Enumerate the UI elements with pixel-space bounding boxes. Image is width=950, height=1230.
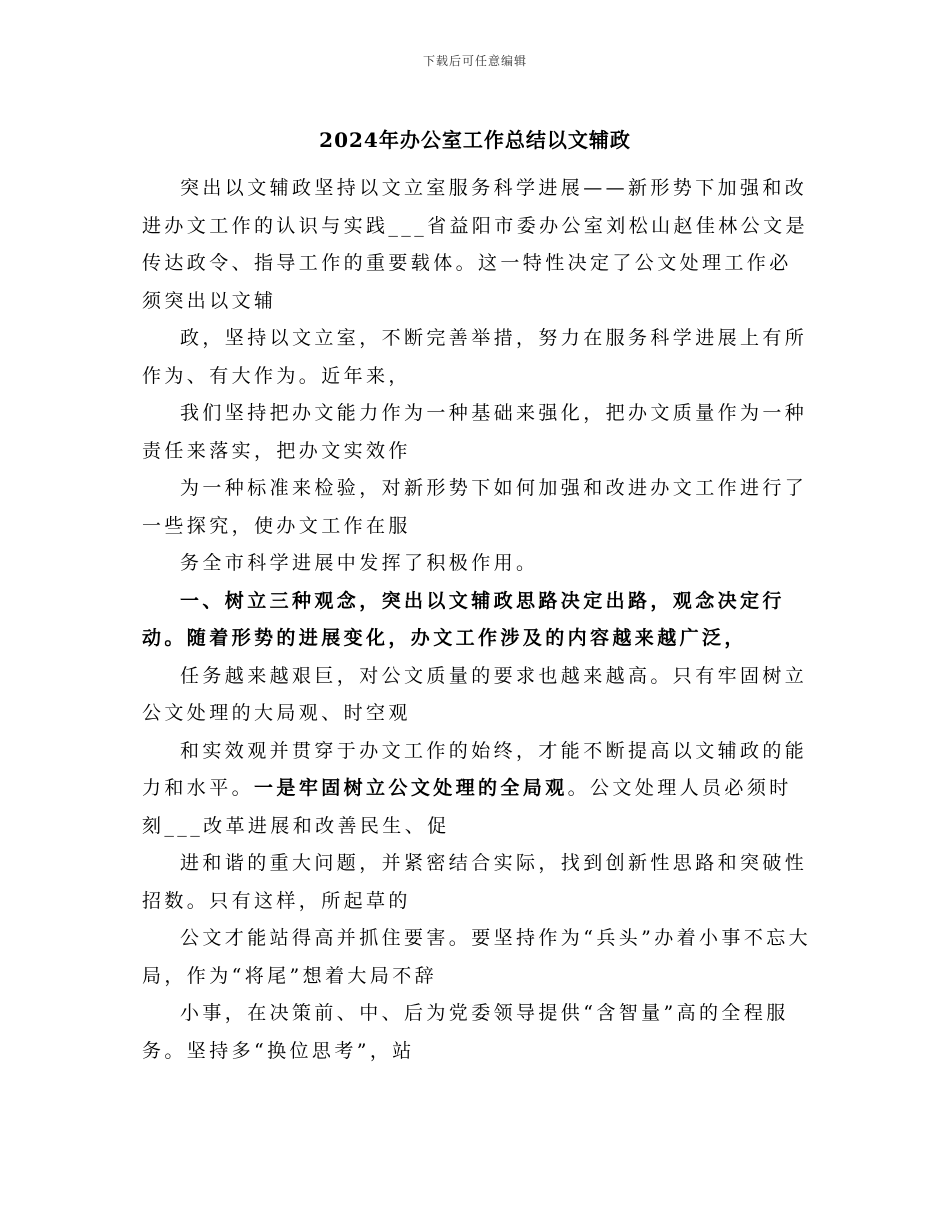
page-header-note: 下载后可任意编辑 (422, 54, 527, 68)
paragraph-7 (142, 733, 812, 846)
section-heading-1: 一、树立三种观念，突出以文辅政思路决定出路，观念决定行动。随着形势的进展变化，办文工作涉及的内容越来越广泛， (142, 589, 785, 649)
paragraph-7-bold-phrase: 一是牢固树立公文处理的全局观 (254, 777, 568, 799)
document-title: 2024年办公室工作总结以文辅政 (319, 128, 631, 152)
document-body (142, 170, 812, 1070)
paragraph-8: 进和谐的重大问题，并紧密结合实际，找到创新性思路和突破性招数。只有这样，所起草的 (142, 852, 808, 912)
paragraph-7-text-after: 。公文处理人员必须时刻___改革进展和改善民生、促 (142, 777, 792, 837)
paragraph-2: 政，坚持以文立室，不断完善举措，努力在服务科学进展上有所作为、有大作为。近年来， (142, 327, 808, 387)
paragraph-5: 务全市科学进展中发挥了积极作用。 (180, 552, 539, 574)
paragraph-4: 为一种标准来检验，对新形势下如何加强和改进办文工作进行了一些探究，使办文工作在服 (142, 477, 808, 537)
paragraph-7-text-before: 和实效观并贯穿于办文工作的始终，才能不断提高以文辅政的能力和水平。 (142, 739, 808, 799)
paragraph-1: 突出以文辅政坚持以文立室服务科学进展——新形势下加强和改进办文工作的认识与实践___省益阳市委办公室刘松山赵佳林公文是传达政令、指导工作的重要载体。这一特性决定了公文处理工作必须突出以文辅 (142, 177, 808, 312)
paragraph-10: 小事，在决策前、中、后为党委领导提供“含智量”高的全程服务。坚持多“换位思考”，站 (142, 1002, 789, 1062)
paragraph-9: 公文才能站得高并抓住要害。要坚持作为“兵头”办着小事不忘大局，作为“将尾”想着大局不辞 (142, 927, 812, 987)
paragraph-6: 任务越来越艰巨，对公文质量的要求也越来越高。只有牢固树立公文处理的大局观、时空观 (142, 664, 808, 724)
paragraph-3: 我们坚持把办文能力作为一种基础来强化，把办文质量作为一种责任来落实，把办文实效作 (142, 402, 808, 462)
